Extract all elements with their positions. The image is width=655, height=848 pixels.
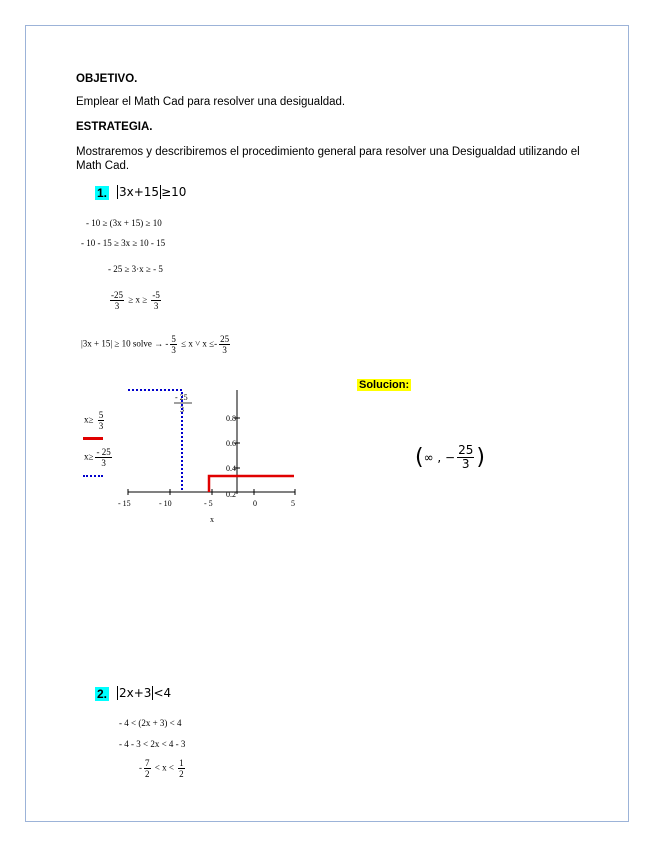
p1-step4-frac1: $\frac{-25}{3}$: [111, 290, 123, 311]
y-tick-label: 0.4: [226, 464, 236, 473]
p1-solve-line: |3x + 15| ≥ 10 solve → - $\frac{5}{3}$ ≤ x ˅ x ≤- $\frac{25}{3}$: [81, 334, 230, 355]
solution-interval: (∞ , − $\frac{25}{3}$ ): [415, 443, 485, 471]
objetivo-heading: OBJETIVO.: [76, 73, 138, 85]
problem2-rhs: <4: [153, 686, 172, 700]
problem1-inequality: [117, 185, 186, 199]
p1-step3: - 25 ≥ 3·x ≥ - 5: [108, 264, 163, 274]
p1-step2: - 10 - 15 ≥ 3x ≥ 10 - 15: [81, 238, 166, 248]
graph-legend-blue-swatch: [83, 475, 103, 477]
objetivo-text: Emplear el Math Cad para resolver una desigualdad.: [76, 96, 346, 108]
problem2-abs: 2x+3: [119, 686, 152, 700]
problem1-graph: [110, 382, 310, 532]
solucion-label: Solucion:: [359, 379, 410, 391]
p1-step4-frac2: $\frac{-5}{3}$: [152, 290, 160, 311]
series-blue-dotted: [128, 390, 182, 492]
x-axis-label: x: [210, 515, 214, 524]
problem1-rhs: ≥10: [161, 185, 187, 199]
p2-step1: - 4 < (2x + 3) < 4: [119, 718, 182, 728]
problem1-abs: 3x+15: [119, 185, 160, 199]
y-tick-label: 0.2: [226, 490, 236, 499]
p2-step3: - $\frac{7}{2}$ < x < $\frac{1}{2}$: [139, 758, 184, 779]
x-tick-label: - 5: [204, 499, 213, 508]
series-red-solid: [209, 476, 294, 492]
graph-legend-red-swatch: [83, 437, 103, 440]
y-tick-label: 0.6: [226, 439, 236, 448]
p1-step1: - 10 ≥ (3x + 15) ≥ 10: [86, 218, 162, 228]
y-tick-label: 0.8: [226, 414, 236, 423]
x-tick-label: - 10: [159, 499, 172, 508]
graph-legend-2: x≥ $\frac{- 25}{3}$: [84, 447, 111, 468]
x-tick-label: 5: [291, 499, 295, 508]
graph-top-label-den: 3: [180, 405, 184, 414]
x-tick-label: 0: [253, 499, 257, 508]
problem2-number: 2.: [97, 687, 108, 701]
graph-top-label-num: - 25: [175, 393, 188, 402]
p1-solve-frac1: $\frac{5}{3}$: [171, 334, 176, 355]
x-tick-label: - 15: [118, 499, 131, 508]
p1-solve-frac2: $\frac{25}{3}$: [220, 334, 230, 355]
problem2-inequality: [117, 686, 171, 700]
p2-step2: - 4 - 3 < 2x < 4 - 3: [119, 739, 186, 749]
p1-step4: $\frac{-25}{3}$ ≥ x ≥ $\frac{-5}{3}$: [111, 290, 160, 311]
graph-legend-1: x≥ $\frac{5}{3}$: [84, 410, 104, 431]
estrategia-heading: ESTRATEGIA.: [76, 121, 153, 133]
estrategia-text: Mostraremos y describiremos el procedimiento general para resolver una Desigualdad utilizando el Math Cad.: [76, 146, 580, 172]
problem1-number: 1.: [97, 186, 108, 200]
